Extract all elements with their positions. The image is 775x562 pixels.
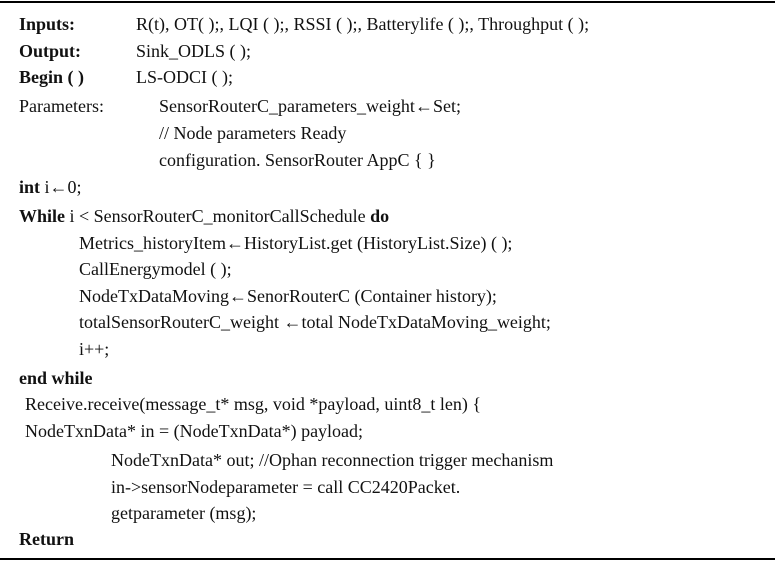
begin-label: Begin ( ) xyxy=(19,67,84,87)
receive-body-line: getparameter (msg); xyxy=(111,503,257,523)
loop-body-line: Metrics_historyItem←HistoryList.get (HistoryList.Size) ( ); xyxy=(79,233,513,253)
bottom-rule xyxy=(0,558,775,560)
int-statement xyxy=(19,176,82,198)
parameters-line: // Node parameters Ready xyxy=(159,123,347,143)
loop-body-line: i++; xyxy=(79,339,110,359)
while-statement xyxy=(19,205,389,227)
output-value: Sink_ODLS ( ); xyxy=(136,41,252,61)
receive-body-line: in->sensorNodeparameter = call CC2420Packet. xyxy=(111,477,461,497)
int-keyword: int xyxy=(19,177,41,197)
top-rule xyxy=(0,1,775,3)
begin-value: LS-ODCI ( ); xyxy=(136,67,233,87)
receive-line: Receive.receive(message_t* msg, void *payload, uint8_t len) { xyxy=(25,394,482,414)
loop-body-line: NodeTxDataMoving←SenorRouterC (Container history); xyxy=(79,286,497,306)
parameters-label: Parameters: xyxy=(19,96,104,116)
parameters-line: configuration. SensorRouter AppC { } xyxy=(159,150,436,170)
while-keyword: While xyxy=(19,206,66,226)
output-label: Output: xyxy=(19,41,82,61)
int-rest: i←0; xyxy=(40,177,82,197)
parameters-line: SensorRouterC_parameters_weight←Set; xyxy=(159,96,461,116)
end-while: end while xyxy=(19,368,93,388)
loop-body-line: CallEnergymodel ( ); xyxy=(79,259,232,279)
receive-line: NodeTxnData* in = (NodeTxnData*) payload; xyxy=(25,421,364,441)
inputs-value: R(t), OT( );, LQI ( );, RSSI ( );, Batterylife ( );, Throughput ( ); xyxy=(136,14,590,34)
while-condition: i < SensorRouterC_monitorCallSchedule xyxy=(65,206,371,226)
inputs-label: Inputs: xyxy=(19,14,76,34)
receive-body-line: NodeTxnData* out; //Ophan reconnection trigger mechanism xyxy=(111,450,554,470)
do-keyword: do xyxy=(370,206,390,226)
return-label: Return xyxy=(19,529,74,549)
loop-body-line: totalSensorRouterC_weight ←total NodeTxDataMoving_weight; xyxy=(79,312,551,332)
